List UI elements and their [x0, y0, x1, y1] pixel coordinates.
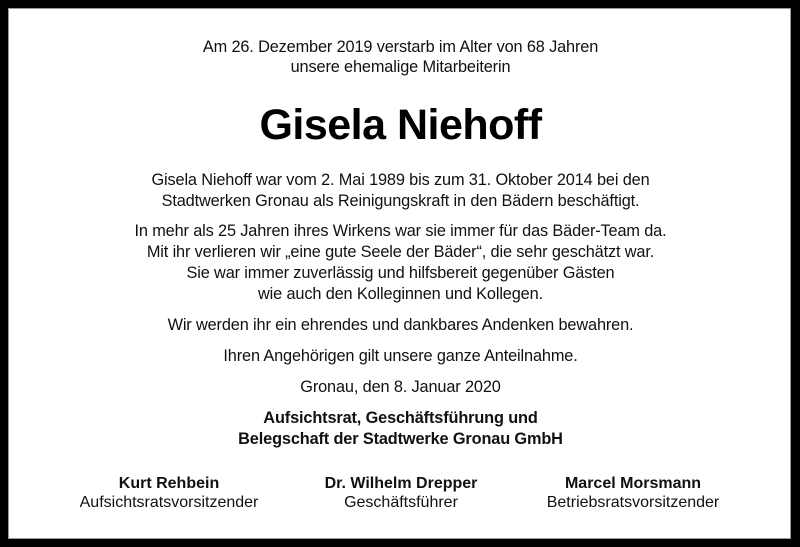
- signatory-3: [513, 474, 753, 512]
- intro-line-1: Am 26. Dezember 2019 verstarb im Alter von 68 Jahren: [202, 37, 599, 56]
- sender-line-2: Belegschaft der Stadtwerke Gronau GmbH: [238, 429, 563, 448]
- signatory-name: Kurt Rehbein: [118, 475, 220, 492]
- signatory-1: [49, 474, 289, 512]
- tribute-line-1: In mehr als 25 Jahren ihres Wirkens war sie immer für das Bäder-Team da.: [134, 221, 667, 240]
- signatory-role: Aufsichtsratsvorsitzender: [79, 494, 259, 511]
- signatory-name: Dr. Wilhelm Drepper: [324, 475, 478, 492]
- tribute-line-3: Sie war immer zuverlässig und hilfsbereit gegenüber Gästen: [186, 263, 615, 282]
- tribute-line-4: wie auch den Kolleginnen und Kollegen.: [258, 284, 543, 303]
- tribute-line-2: Mit ihr verlieren wir „eine gute Seele der Bäder“, die sehr geschätzt war.: [146, 242, 655, 261]
- condolence-text: Ihren Angehörigen gilt unsere ganze Anteilnahme.: [223, 346, 578, 365]
- intro-line-2: unsere ehemalige Mitarbeiterin: [290, 57, 511, 76]
- signatory-role: Geschäftsführer: [344, 494, 458, 511]
- signatory-2: [281, 474, 521, 512]
- remembrance-text: Wir werden ihr ein ehrendes und dankbares Andenken bewahren.: [167, 315, 634, 334]
- employment-line-2: Stadtwerken Gronau als Reinigungskraft in den Bädern beschäftigt.: [161, 191, 640, 210]
- place-date: Gronau, den 8. Januar 2020: [300, 377, 501, 396]
- sender-line-1: Aufsichtsrat, Geschäftsführung und: [263, 408, 538, 427]
- employment-line-1: Gisela Niehoff war vom 2. Mai 1989 bis zum 31. Oktober 2014 bei den: [151, 170, 650, 189]
- signatory-role: Betriebsratsvorsitzender: [546, 494, 720, 511]
- obituary-notice: [8, 8, 791, 539]
- signatory-name: Marcel Morsmann: [564, 475, 702, 492]
- deceased-name: Gisela Niehoff: [259, 101, 542, 149]
